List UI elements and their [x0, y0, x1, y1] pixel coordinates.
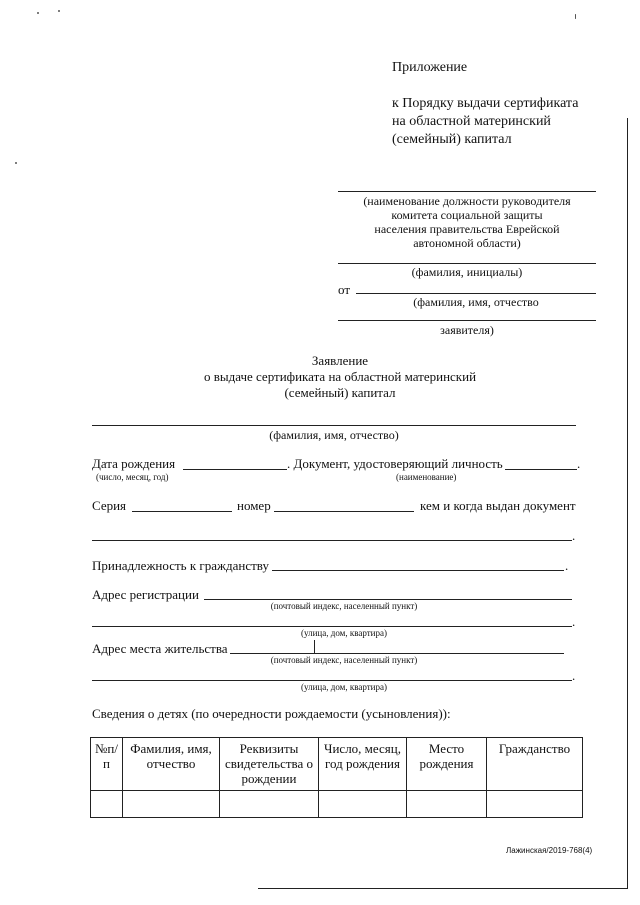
residence-period: . — [572, 668, 576, 683]
scan-edge-bottom — [258, 888, 628, 889]
document-hint: (наименование) — [396, 472, 457, 482]
document-period: . — [577, 456, 581, 471]
fio-line[interactable] — [92, 425, 576, 426]
birth-date-label: Дата рождения — [92, 456, 176, 471]
residence-address-label: Адрес места жительства — [92, 641, 228, 656]
table-cell[interactable] — [91, 791, 123, 818]
residence-postal-hint: (почтовый индекс, населенный пункт) — [270, 655, 418, 665]
scan-speck — [37, 12, 39, 14]
col-header-birth-place: Место рождения — [407, 738, 487, 791]
col-header-citizenship: Гражданство — [487, 738, 583, 791]
document-line[interactable] — [505, 469, 577, 470]
initials-line[interactable] — [338, 263, 596, 264]
col-header-fio: Фамилия, имя, отчество — [123, 738, 220, 791]
applicant-hint-1: (фамилия, имя, отчество — [413, 295, 539, 309]
birth-date-hint: (число, месяц, год) — [96, 472, 169, 482]
residence-postal-line[interactable] — [230, 653, 564, 654]
position-hint-line: (наименование должности руководителя — [363, 194, 571, 208]
fio-hint: (фамилия, имя, отчество) — [269, 428, 399, 442]
registration-street-line[interactable] — [92, 626, 572, 627]
applicant-line[interactable] — [356, 293, 596, 294]
series-line[interactable] — [132, 511, 232, 512]
statement-subtitle-line: о выдаче сертификата на областной материнский — [203, 369, 477, 384]
table-cell[interactable] — [220, 791, 319, 818]
registration-postal-line[interactable] — [204, 599, 572, 600]
registration-address-label: Адрес регистрации — [92, 587, 199, 602]
col-header-certificate: Реквизиты свидетельства о рождении — [220, 738, 319, 791]
table-header-row — [91, 738, 583, 791]
table-cell[interactable] — [319, 791, 407, 818]
appendix-subtitle-line: (семейный) капитал — [392, 132, 512, 147]
scan-speck — [15, 162, 17, 164]
appendix-subtitle — [392, 95, 578, 149]
citizenship-label: Принадлежность к гражданству — [92, 558, 269, 573]
number-label: номер — [237, 498, 271, 513]
table-row[interactable] — [91, 791, 583, 818]
position-hint-line: населения правительства Еврейской — [374, 222, 560, 236]
children-table — [90, 737, 583, 818]
position-hint-line: автономной области) — [413, 236, 521, 250]
birth-date-line[interactable] — [183, 469, 287, 470]
appendix-subtitle-line: на областной материнский — [392, 114, 551, 129]
citizenship-line[interactable] — [272, 570, 564, 571]
statement-subtitle-line: (семейный) капитал — [284, 385, 396, 400]
col-header-number: №п/ п — [91, 738, 123, 791]
footer-stamp: Лажинская/2019-768(4) — [506, 846, 593, 855]
statement-heading — [100, 353, 580, 401]
appendix-subtitle-line: к Порядку выдачи сертификата — [392, 96, 579, 111]
position-hint — [338, 194, 596, 250]
table-cell[interactable] — [487, 791, 583, 818]
scan-speck — [575, 14, 576, 19]
statement-title: Заявление — [311, 353, 369, 368]
applicant-hint-2: заявителя) — [440, 323, 494, 337]
registration-period: . — [572, 614, 576, 629]
series-label: Серия — [92, 498, 127, 513]
residence-street-line[interactable] — [92, 680, 572, 681]
initials-hint: (фамилия, инициалы) — [411, 265, 523, 279]
appendix-title: Приложение — [392, 60, 468, 75]
document-label: . Документ, удостоверяющий личность — [287, 456, 503, 471]
col-header-birth-date: Число, месяц, год рождения — [319, 738, 407, 791]
position-hint-line: комитета социальной защиты — [391, 208, 543, 222]
issued-by-period: . — [572, 528, 576, 543]
applicant-line-2[interactable] — [338, 320, 596, 321]
issued-by-line[interactable] — [92, 540, 572, 541]
table-cell[interactable] — [407, 791, 487, 818]
issued-by-label: кем и когда выдан документ — [420, 498, 576, 513]
residence-street-hint: (улица, дом, квартира) — [301, 682, 387, 692]
citizenship-period: . — [565, 558, 569, 573]
position-line[interactable] — [338, 191, 596, 192]
registration-postal-hint: (почтовый индекс, населенный пункт) — [270, 601, 418, 611]
scan-speck — [58, 10, 60, 12]
residence-tick — [314, 640, 315, 653]
from-label: от — [338, 282, 351, 297]
registration-street-hint: (улица, дом, квартира) — [301, 628, 387, 638]
scan-edge-right — [627, 118, 628, 888]
table-cell[interactable] — [123, 791, 220, 818]
children-label: Сведения о детях (по очередности рождаемости (усыновления)): — [92, 706, 451, 721]
number-line[interactable] — [274, 511, 414, 512]
